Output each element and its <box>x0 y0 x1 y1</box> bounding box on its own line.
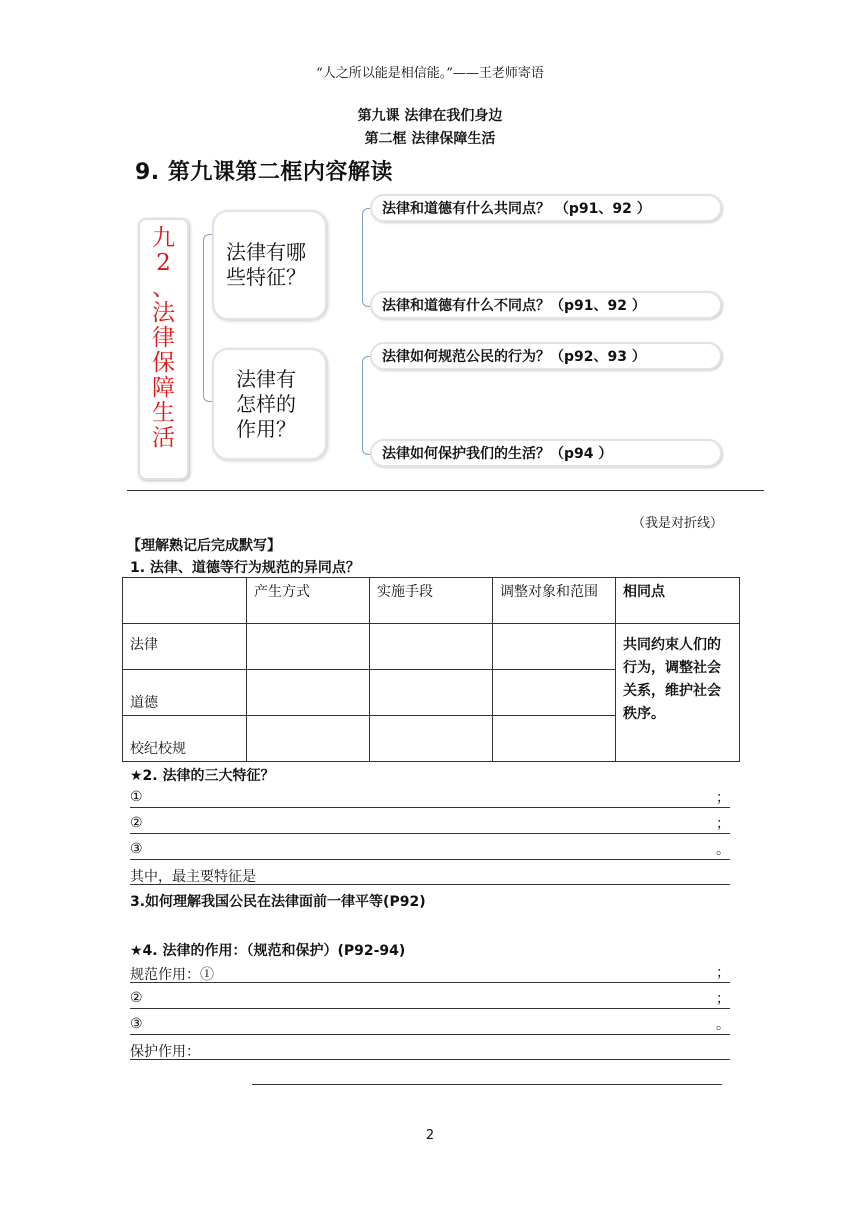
lesson-title: 第九课 法律在我们身边 <box>357 108 503 124</box>
row-label: 道德 <box>123 670 247 716</box>
pill-protect: 法律如何保护我们的生活？（p94 ） <box>370 439 722 467</box>
bracket-functions <box>362 356 371 455</box>
question-box-features: 法律有哪 些特征？ <box>212 210 327 320</box>
table-header-cell: 相同点 <box>616 578 740 624</box>
bracket-main <box>203 234 212 402</box>
fold-label: （我是对折线） <box>632 516 724 531</box>
blank-cell[interactable] <box>247 716 370 762</box>
comparison-table <box>122 577 740 762</box>
blank-cell[interactable] <box>370 716 493 762</box>
main-topic-text: 九 2 、 法 律 保 障 生 活 <box>152 225 175 451</box>
pill-different: 法律和道德有什么不同点？（p91、92 ） <box>370 291 722 319</box>
table-header-cell <box>123 578 247 624</box>
blank-cell[interactable] <box>247 624 370 670</box>
answer-line[interactable]: ① ； <box>130 789 730 806</box>
blank-cell[interactable] <box>370 624 493 670</box>
answer-line[interactable]: ② ； <box>130 990 730 1007</box>
row-label: 校纪校规 <box>123 716 247 762</box>
blank-cell[interactable] <box>493 716 616 762</box>
blank-cell[interactable] <box>247 670 370 716</box>
table-header-cell: 产生方式 <box>247 578 370 624</box>
section-header: 【理解熟记后完成默写】 <box>127 538 281 554</box>
q1-title: 1. 法律、道德等行为规范的异同点？ <box>130 560 360 576</box>
question-box-functions: 法律有 怎样的 作用？ <box>212 348 327 460</box>
same-point-cell: 共同约束人们的行为，调整社会关系，维护社会秩序。 <box>616 624 740 762</box>
row-label: 法律 <box>123 624 247 670</box>
q2-title: ★2. 法律的三大特征？ <box>130 768 275 784</box>
blank-cell[interactable] <box>370 670 493 716</box>
answer-line-regulate[interactable]: 规范作用：① ； <box>130 965 730 983</box>
pill-common: 法律和道德有什么共同点？ （p91、92 ） <box>370 194 722 222</box>
pill-regulate: 法律如何规范公民的行为？（p92、93 ） <box>370 342 722 370</box>
q4-title: ★4. 法律的作用：（规范和保护）(P92-94) <box>130 943 406 959</box>
answer-line[interactable]: ② ； <box>130 815 730 832</box>
header-quote: “人之所以能是相信能。”——王老师寄语 <box>316 66 544 81</box>
bracket-features <box>362 208 371 307</box>
q3-title: 3.如何理解我国公民在法律面前一律平等(P92) <box>130 894 426 910</box>
answer-line-protect[interactable]: 保护作用： <box>130 1041 730 1060</box>
answer-line-main-feature[interactable]: 其中，最主要特征是 <box>130 866 730 885</box>
frame-title: 第二框 法律保障生活 <box>364 131 496 147</box>
page-number: 2 <box>425 1128 435 1143</box>
banner-title: 9. 第九课第二框内容解读 <box>135 160 393 185</box>
answer-line[interactable]: ③ 。 <box>130 841 730 858</box>
table-header-cell: 实施手段 <box>370 578 493 624</box>
fold-line <box>127 490 764 491</box>
table-header-cell: 调整对象和范围 <box>493 578 616 624</box>
blank-cell[interactable] <box>493 624 616 670</box>
answer-line[interactable]: ③ 。 <box>130 1016 730 1033</box>
blank-cell[interactable] <box>493 670 616 716</box>
answer-line[interactable] <box>252 1066 722 1085</box>
